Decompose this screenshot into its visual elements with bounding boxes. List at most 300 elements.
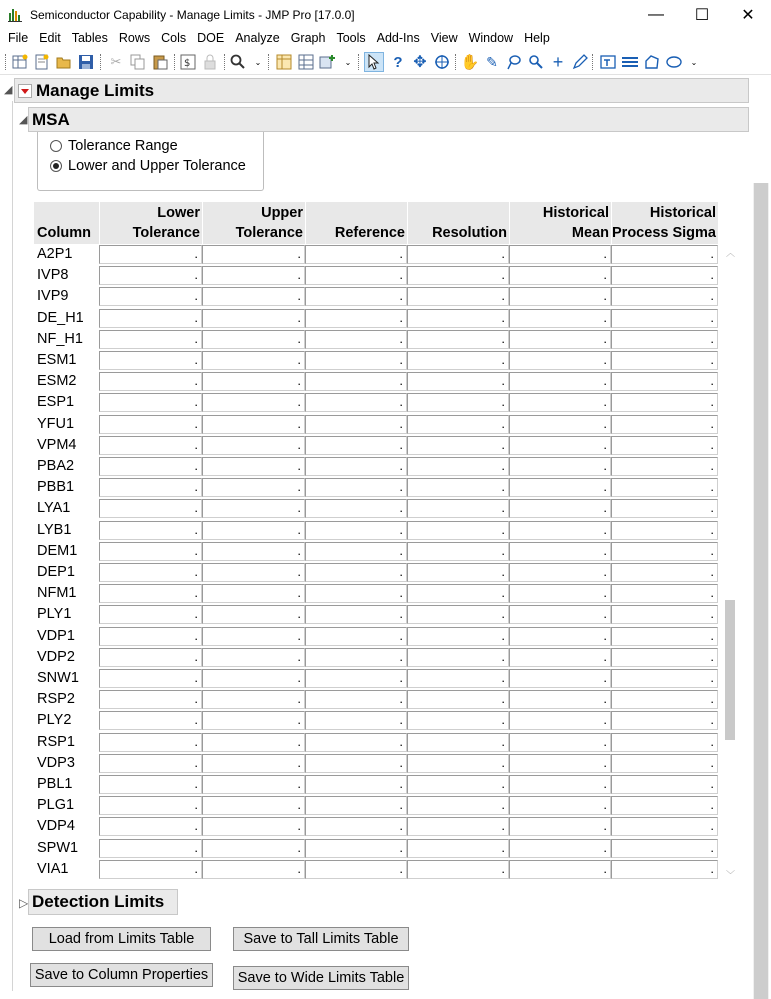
editable-cell[interactable] — [407, 796, 509, 815]
radio-button-selected[interactable] — [50, 160, 62, 172]
editable-cell[interactable] — [509, 330, 611, 349]
editable-cell[interactable] — [305, 648, 407, 667]
cell-value: . — [710, 712, 714, 728]
editable-cell[interactable] — [305, 436, 407, 455]
editable-cell[interactable] — [202, 839, 305, 858]
editable-cell[interactable] — [611, 648, 718, 667]
editable-cell[interactable] — [202, 266, 305, 285]
editable-cell[interactable] — [202, 733, 305, 752]
table-row — [34, 732, 734, 753]
editable-cell[interactable] — [509, 563, 611, 582]
editable-cell[interactable] — [611, 245, 718, 264]
editable-cell[interactable] — [611, 521, 718, 540]
editable-cell[interactable] — [407, 754, 509, 773]
editable-cell[interactable] — [611, 478, 718, 497]
editable-cell[interactable] — [611, 393, 718, 412]
radio-button[interactable] — [50, 140, 62, 152]
table-row — [34, 647, 734, 668]
editable-cell[interactable] — [99, 457, 202, 476]
editable-cell[interactable] — [99, 309, 202, 328]
cell-value: . — [194, 246, 198, 261]
editable-cell[interactable] — [202, 309, 305, 328]
editable-cell[interactable] — [509, 648, 611, 667]
editable-cell[interactable] — [99, 499, 202, 518]
editable-cell[interactable] — [509, 478, 611, 497]
editable-cell[interactable] — [509, 754, 611, 773]
editable-cell[interactable] — [407, 499, 509, 518]
editable-cell[interactable] — [407, 245, 509, 264]
editable-cell[interactable] — [509, 393, 611, 412]
editable-cell[interactable] — [305, 584, 407, 603]
editable-cell[interactable] — [99, 563, 202, 582]
editable-cell[interactable] — [509, 860, 611, 879]
editable-cell[interactable] — [611, 733, 718, 752]
editable-cell[interactable] — [509, 584, 611, 603]
plus-icon[interactable]: + — [552, 51, 564, 72]
editable-cell[interactable] — [509, 796, 611, 815]
editable-cell[interactable] — [509, 266, 611, 285]
editable-cell[interactable] — [202, 584, 305, 603]
editable-cell[interactable] — [305, 521, 407, 540]
editable-cell[interactable] — [99, 436, 202, 455]
column-header-lower-tolerance[interactable]: Lower Tolerance — [99, 202, 202, 244]
column-header-reference[interactable]: Reference — [305, 202, 407, 244]
new-data-table-icon[interactable] — [10, 52, 30, 72]
editable-cell[interactable] — [509, 627, 611, 646]
menu-cols[interactable]: Cols — [161, 31, 187, 45]
editable-cell[interactable] — [202, 415, 305, 434]
editable-cell[interactable] — [509, 521, 611, 540]
editable-cell[interactable] — [407, 372, 509, 391]
load-from-limits-table-button[interactable]: Load from Limits Table — [32, 927, 211, 951]
editable-cell[interactable] — [305, 711, 407, 730]
editable-cell[interactable] — [99, 733, 202, 752]
menu-rows[interactable]: Rows — [118, 31, 151, 45]
editable-cell[interactable] — [202, 754, 305, 773]
close-button[interactable]: ✕ — [741, 7, 755, 24]
cell-value: . — [603, 309, 607, 325]
editable-cell[interactable] — [509, 775, 611, 794]
editable-cell[interactable] — [509, 817, 611, 836]
editable-cell[interactable] — [305, 860, 407, 879]
scroll-down-arrow-icon[interactable]: ﹀ — [726, 870, 736, 880]
editable-cell[interactable] — [407, 542, 509, 561]
crosshair-icon[interactable]: ✥ — [413, 54, 427, 71]
editable-cell[interactable] — [202, 669, 305, 688]
editable-cell[interactable] — [305, 796, 407, 815]
radio-lower-upper-tolerance[interactable] — [50, 158, 246, 174]
editable-cell[interactable] — [407, 563, 509, 582]
editable-cell[interactable] — [611, 860, 718, 879]
editable-cell[interactable] — [611, 330, 718, 349]
editable-cell[interactable] — [407, 457, 509, 476]
row-column-name: ESM1 — [37, 352, 77, 368]
editable-cell[interactable] — [407, 287, 509, 306]
editable-cell[interactable] — [305, 839, 407, 858]
cell-value: . — [603, 670, 607, 685]
ellipse-icon[interactable] — [664, 52, 684, 72]
editable-cell[interactable] — [407, 266, 509, 285]
editable-cell[interactable] — [509, 690, 611, 709]
editable-cell[interactable] — [99, 839, 202, 858]
save-to-tall-limits-table-button[interactable]: Save to Tall Limits Table — [233, 927, 409, 951]
editable-cell[interactable] — [202, 457, 305, 476]
search-icon[interactable] — [228, 52, 248, 72]
editable-cell[interactable] — [202, 775, 305, 794]
editable-cell[interactable] — [611, 309, 718, 328]
cell-value: . — [603, 585, 607, 601]
editable-cell[interactable] — [202, 627, 305, 646]
editable-cell[interactable] — [305, 605, 407, 624]
cell-value: . — [501, 373, 505, 389]
new-script-icon[interactable] — [32, 52, 52, 72]
editable-cell[interactable] — [99, 627, 202, 646]
editable-cell[interactable] — [99, 415, 202, 434]
editable-cell[interactable] — [611, 542, 718, 561]
editable-cell[interactable] — [202, 521, 305, 540]
editable-cell[interactable] — [611, 605, 718, 624]
editable-cell[interactable] — [611, 584, 718, 603]
editable-cell[interactable] — [99, 584, 202, 603]
cell-value: . — [710, 479, 714, 495]
editable-cell[interactable] — [305, 266, 407, 285]
editable-cell[interactable] — [407, 521, 509, 540]
editable-cell[interactable] — [305, 817, 407, 836]
cell-value: . — [297, 330, 301, 346]
row-column-name: SPW1 — [37, 839, 79, 856]
editable-cell[interactable] — [305, 457, 407, 476]
editable-cell[interactable] — [99, 393, 202, 412]
editable-cell[interactable] — [305, 309, 407, 328]
manage-limits-title: Manage Limits — [36, 80, 155, 100]
editable-cell[interactable] — [202, 499, 305, 518]
menu-view[interactable]: View — [430, 31, 458, 45]
editable-cell[interactable] — [407, 817, 509, 836]
menu-tools[interactable]: Tools — [336, 31, 366, 45]
editable-cell[interactable] — [611, 817, 718, 836]
editable-cell[interactable] — [305, 542, 407, 561]
editable-cell[interactable] — [407, 605, 509, 624]
editable-cell[interactable] — [509, 287, 611, 306]
editable-cell[interactable] — [305, 415, 407, 434]
editable-cell[interactable] — [611, 372, 718, 391]
editable-cell[interactable] — [305, 627, 407, 646]
collapse-triangle-icon[interactable]: ◢ — [4, 84, 13, 96]
editable-cell[interactable] — [99, 351, 202, 370]
detection-limits-header — [28, 889, 178, 915]
editable-cell[interactable] — [99, 245, 202, 264]
editable-cell[interactable] — [407, 330, 509, 349]
editable-cell[interactable] — [202, 287, 305, 306]
editable-cell[interactable] — [611, 436, 718, 455]
cell-value: . — [710, 288, 714, 304]
editable-cell[interactable] — [99, 330, 202, 349]
editable-cell[interactable] — [611, 351, 718, 370]
editable-cell[interactable] — [305, 754, 407, 773]
editable-cell[interactable] — [407, 860, 509, 879]
pencil-icon[interactable] — [570, 52, 590, 72]
editable-cell[interactable] — [509, 457, 611, 476]
editable-cell[interactable] — [407, 690, 509, 709]
editable-cell[interactable] — [611, 563, 718, 582]
editable-cell[interactable] — [305, 499, 407, 518]
toolbar-separator — [455, 54, 456, 70]
editable-cell[interactable] — [509, 839, 611, 858]
editable-cell[interactable] — [202, 542, 305, 561]
radio-tolerance-range[interactable] — [50, 138, 178, 154]
cell-value: . — [501, 436, 505, 452]
menu-graph[interactable]: Graph — [290, 31, 326, 45]
cell-value: . — [710, 267, 714, 283]
cell-value: . — [710, 627, 714, 643]
cell-value: . — [501, 818, 505, 834]
title-bar — [0, 0, 771, 30]
toolbar — [0, 49, 771, 75]
editable-cell[interactable] — [611, 839, 718, 858]
editable-cell[interactable] — [611, 754, 718, 773]
script-window-icon[interactable] — [178, 52, 198, 72]
editable-cell[interactable] — [407, 627, 509, 646]
editable-cell[interactable] — [611, 499, 718, 518]
editable-cell[interactable] — [407, 775, 509, 794]
editable-cell[interactable] — [99, 817, 202, 836]
editable-cell[interactable] — [99, 542, 202, 561]
cell-value: . — [399, 860, 403, 876]
editable-cell[interactable] — [611, 775, 718, 794]
column-header-column[interactable]: Column — [37, 225, 91, 241]
row-column-name: PBL1 — [37, 776, 73, 792]
column-header-historical-process-sigma[interactable]: Historical Process Sigma — [611, 202, 718, 244]
menu-window[interactable]: Window — [468, 31, 514, 45]
editable-cell[interactable] — [611, 796, 718, 815]
editable-cell[interactable] — [407, 584, 509, 603]
brush-icon[interactable]: ✎ — [486, 53, 498, 70]
editable-cell[interactable] — [509, 499, 611, 518]
minimize-button[interactable]: — — [648, 6, 664, 23]
editable-cell[interactable] — [202, 648, 305, 667]
menu-analyze[interactable]: Analyze — [235, 31, 280, 45]
editable-cell[interactable] — [611, 287, 718, 306]
cell-value: . — [603, 436, 607, 452]
editable-cell[interactable] — [611, 711, 718, 730]
editable-cell[interactable] — [99, 521, 202, 540]
editable-cell[interactable] — [611, 266, 718, 285]
editable-cell[interactable] — [509, 245, 611, 264]
editable-cell[interactable] — [202, 690, 305, 709]
table-row — [34, 498, 734, 519]
cell-value: . — [710, 458, 714, 473]
grid-icon[interactable] — [296, 52, 316, 72]
editable-cell[interactable] — [305, 351, 407, 370]
editable-cell[interactable] — [99, 266, 202, 285]
editable-cell[interactable] — [407, 309, 509, 328]
polygon-icon[interactable] — [642, 52, 662, 72]
cell-value: . — [297, 267, 301, 283]
editable-cell[interactable] — [305, 287, 407, 306]
row-column-name: LYB1 — [37, 521, 72, 538]
editable-cell[interactable] — [611, 457, 718, 476]
target-icon[interactable] — [432, 52, 452, 72]
row-column-name: IVP9 — [37, 288, 69, 305]
lasso-icon[interactable] — [504, 52, 524, 72]
editable-cell[interactable] — [509, 436, 611, 455]
editable-cell[interactable] — [305, 733, 407, 752]
arrow-select-icon[interactable] — [364, 52, 384, 72]
window-scrollbar-thumb[interactable] — [754, 183, 768, 999]
cell-value: . — [194, 606, 198, 622]
column-header-historical-mean[interactable]: Historical Mean — [509, 202, 611, 244]
editable-cell[interactable] — [202, 245, 305, 264]
editable-cell[interactable] — [99, 860, 202, 879]
row-column-name: VPM4 — [37, 436, 77, 453]
editable-cell[interactable] — [305, 690, 407, 709]
cell-value: . — [603, 839, 607, 855]
copy-icon[interactable] — [128, 52, 148, 72]
editable-cell[interactable] — [509, 309, 611, 328]
cut-icon[interactable]: ✂ — [110, 54, 122, 69]
editable-cell[interactable] — [305, 563, 407, 582]
editable-cell[interactable] — [305, 393, 407, 412]
lock-icon[interactable] — [200, 52, 220, 72]
editable-cell[interactable] — [407, 733, 509, 752]
editable-cell[interactable] — [202, 372, 305, 391]
editable-cell[interactable] — [202, 817, 305, 836]
editable-cell[interactable] — [202, 478, 305, 497]
editable-cell[interactable] — [305, 245, 407, 264]
editable-cell[interactable] — [305, 478, 407, 497]
cell-value: . — [399, 394, 403, 410]
dropdown-arrow-icon[interactable]: ⌄ — [344, 57, 352, 67]
add-icon[interactable] — [318, 52, 338, 72]
editable-cell[interactable] — [202, 351, 305, 370]
cell-value: . — [710, 585, 714, 601]
row-column-name: PLY1 — [37, 606, 72, 623]
scroll-up-arrow-icon[interactable]: ︿ — [726, 248, 736, 258]
cell-value: . — [399, 712, 403, 728]
editable-cell[interactable] — [611, 690, 718, 709]
menu-help[interactable]: Help — [524, 31, 550, 45]
editable-cell[interactable] — [99, 690, 202, 709]
editable-cell[interactable] — [407, 711, 509, 730]
table-scrollbar[interactable] — [722, 244, 738, 882]
save-to-wide-limits-table-button[interactable]: Save to Wide Limits Table — [233, 966, 409, 990]
editable-cell[interactable] — [202, 330, 305, 349]
editable-cell[interactable] — [202, 711, 305, 730]
help-icon[interactable]: ? — [393, 53, 403, 71]
editable-cell[interactable] — [509, 669, 611, 688]
menu-add-ins[interactable]: Add-Ins — [376, 31, 420, 45]
cell-value: . — [297, 479, 301, 495]
editable-cell[interactable] — [509, 415, 611, 434]
cell-value: . — [297, 691, 301, 707]
editable-cell[interactable] — [611, 627, 718, 646]
editable-cell[interactable] — [202, 563, 305, 582]
editable-cell[interactable] — [202, 796, 305, 815]
editable-cell[interactable] — [99, 754, 202, 773]
editable-cell[interactable] — [407, 393, 509, 412]
table-row — [34, 774, 734, 795]
editable-cell[interactable] — [99, 669, 202, 688]
editable-cell[interactable] — [509, 351, 611, 370]
column-header-resolution[interactable]: Resolution — [407, 202, 509, 244]
menu-doe[interactable]: DOE — [197, 31, 225, 45]
editable-cell[interactable] — [202, 436, 305, 455]
menu-edit[interactable]: Edit — [39, 31, 61, 45]
maximize-button[interactable]: ☐ — [694, 7, 710, 24]
open-icon[interactable] — [54, 52, 74, 72]
editable-cell[interactable] — [305, 330, 407, 349]
editable-cell[interactable] — [407, 436, 509, 455]
editable-cell[interactable] — [407, 478, 509, 497]
line-icon[interactable] — [620, 52, 640, 72]
cell-value: . — [399, 691, 403, 707]
dropdown-arrow-icon[interactable]: ⌄ — [254, 57, 262, 67]
text-annotation-icon[interactable] — [598, 52, 618, 72]
editable-cell[interactable] — [99, 287, 202, 306]
editable-cell[interactable] — [99, 775, 202, 794]
hand-icon[interactable]: ✋ — [460, 54, 480, 71]
editable-cell[interactable] — [407, 648, 509, 667]
table-scrollbar-thumb[interactable] — [725, 600, 735, 740]
paste-icon[interactable] — [150, 52, 170, 72]
editable-cell[interactable] — [611, 415, 718, 434]
radio-label: Lower and Upper Tolerance — [68, 158, 246, 174]
cell-value: . — [297, 458, 301, 473]
editable-cell[interactable] — [99, 478, 202, 497]
cell-value: . — [603, 479, 607, 495]
cell-value: . — [194, 373, 198, 389]
editable-cell[interactable] — [407, 669, 509, 688]
editable-cell[interactable] — [509, 372, 611, 391]
editable-cell[interactable] — [407, 839, 509, 858]
menu-file[interactable]: File — [8, 31, 29, 45]
window-scrollbar[interactable] — [753, 183, 769, 999]
save-icon[interactable] — [76, 52, 96, 72]
zoom-icon[interactable] — [526, 52, 546, 72]
editable-cell[interactable] — [305, 372, 407, 391]
editable-cell[interactable] — [509, 542, 611, 561]
editable-cell[interactable] — [407, 351, 509, 370]
menu-tables[interactable]: Tables — [71, 31, 108, 45]
editable-cell[interactable] — [509, 605, 611, 624]
cell-value: . — [603, 733, 607, 749]
collapse-triangle-icon[interactable]: ◢ — [19, 114, 28, 126]
editable-cell[interactable] — [202, 860, 305, 879]
dropdown-arrow-icon[interactable]: ⌄ — [690, 57, 698, 67]
editable-cell[interactable] — [611, 669, 718, 688]
save-to-column-properties-button[interactable]: Save to Column Properties — [30, 963, 213, 987]
cell-value: . — [399, 415, 403, 431]
editable-cell[interactable] — [99, 711, 202, 730]
cell-value: . — [399, 352, 403, 367]
editable-cell[interactable] — [305, 669, 407, 688]
editable-cell[interactable] — [99, 648, 202, 667]
editable-cell[interactable] — [407, 415, 509, 434]
editable-cell[interactable] — [202, 605, 305, 624]
data-table-icon[interactable] — [274, 52, 294, 72]
editable-cell[interactable] — [99, 605, 202, 624]
column-header-upper-tolerance[interactable]: Upper Tolerance — [202, 202, 305, 244]
red-triangle-menu-icon[interactable] — [18, 84, 32, 98]
editable-cell[interactable] — [305, 775, 407, 794]
expand-triangle-icon[interactable]: ▷ — [19, 896, 29, 910]
editable-cell[interactable] — [99, 796, 202, 815]
editable-cell[interactable] — [202, 393, 305, 412]
editable-cell[interactable] — [509, 711, 611, 730]
editable-cell[interactable] — [509, 733, 611, 752]
editable-cell[interactable] — [99, 372, 202, 391]
table-row — [34, 626, 734, 647]
